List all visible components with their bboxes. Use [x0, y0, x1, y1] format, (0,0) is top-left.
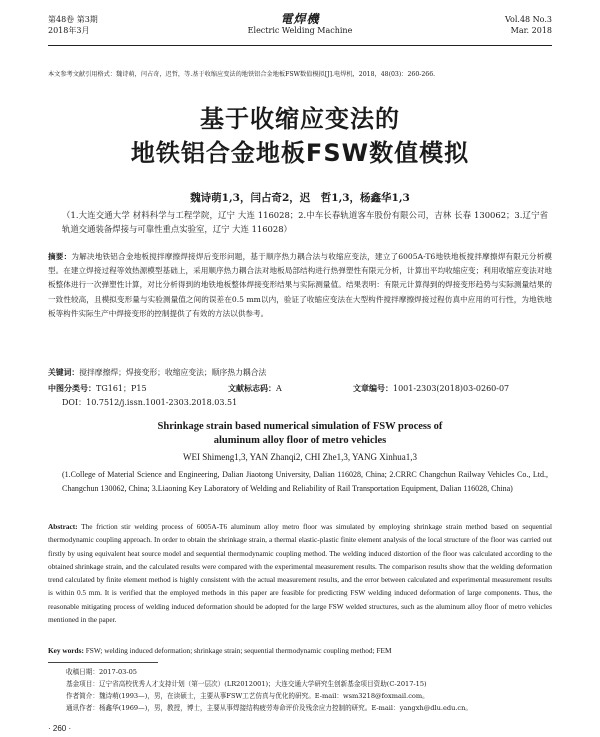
- running-header: [48, 14, 552, 44]
- corresponding-author: 通讯作者：杨鑫华(1969—)，男，教授，博士，主要从事焊接结构疲劳寿命评价及残余应力控制的研究。E-mail：yangxh@dlu.edu.cn。: [66, 704, 472, 712]
- citation-format: 本文参考文献引用格式：魏诗萌，闫占奇，迟哲，等.基于收缩应变法的地铁铝合金地板FSW数值模拟[J].电焊机，2018，48(03)：260-266.: [48, 71, 436, 78]
- affiliation-en: (1.College of Material Science and Engineering, Dalian Jiaotong University, Dalian 116028, China; 2.CRRC Changchun Railway Vehicles Co., Ltd., Changchun 130062, China; 3.Liaoning Key Laboratory of Welding and Reliability of Rail Transportation Equipment, Dalian 116028, China): [62, 470, 548, 493]
- doc-code-label: 文献标志码：: [228, 384, 276, 393]
- abstract-en-text: The friction stir welding process of 6005A-T6 aluminum alloy metro floor was simulated by employing shrinkage strain method based on sequential thermodynamic coupling approach. In order to obtain the shrinkage strain, a thermal elastic-plastic finite element analysis of the local structure of the floor was carried out firstly by using equivalent heat source model and sequential thermodynamic coupling method. The welding induced distortion of the floor was calculated according to the obtained shrinkage strain, and the calculated results were compared with the experimental measurement results. The comparison results show that the welding deformation trend calculated by finite element method is highly consistent with the actual measurement results, and the error between calculated and experimental measurement results is within 0.5 mm. It is verified that the employed methods in this paper are feasible for predicting FSW welding induced deformation of large components. Thus, the reasonable mitigating process of welding induced deformation should be adopted for the large FSW welded structures, such as the aluminum alloy floor of metro vehicles mentioned in the paper.: [48, 522, 552, 625]
- clc-value: TG161；P15: [96, 384, 147, 393]
- fund-info: 基金项目：辽宁省高校优秀人才支持计划（第一层次）(LR2012001)；大连交通大学研究生创新基金项目资助(C-2017-15): [66, 680, 427, 688]
- authors-cn: 魏诗萌1,3，闫占奇2，迟 哲1,3，杨鑫华1,3: [190, 192, 410, 204]
- footnotes: [66, 666, 552, 714]
- issue-info-en: [505, 14, 552, 36]
- authors-en: WEI Shimeng1,3, YAN Zhanqi2, CHI Zhe1,3, YANG Xinhua1,3: [182, 452, 418, 462]
- abstract-en: [48, 520, 552, 626]
- abstract-en-label: Abstract:: [48, 522, 78, 531]
- title-en: Shrinkage strain based numerical simulation of FSW process of aluminum alloy floor of metro vehicles: [157, 421, 443, 446]
- clc-field: [48, 382, 147, 396]
- abstract-cn: [48, 250, 552, 321]
- keywords-cn-label: 关键词：: [48, 368, 80, 377]
- journal-logo: 電焊機: [280, 12, 320, 26]
- title-cn-line1: 基于收缩应变法的: [200, 105, 400, 133]
- classification-row: [48, 382, 552, 396]
- journal-name-en: Electric Welding Machine: [247, 26, 353, 35]
- affiliation-cn: （1.大连交通大学 材料科学与工程学院，辽宁 大连 116028；2.中车长春轨道客车股份有限公司，吉林 长春 130062；3.辽宁省轨道交通装备焊接与可靠性重点实验室，辽宁 大连 116028）: [62, 210, 548, 234]
- doi[interactable]: DOI：10.7512/j.issn.1001-2303.2018.03.51: [62, 398, 238, 407]
- volume-issue-en: Vol.48 No.3: [505, 15, 552, 24]
- clc-label: 中图分类号：: [48, 384, 96, 393]
- date-cn: 2018年3月: [48, 26, 90, 35]
- volume-issue-cn: 第48卷 第3期: [48, 15, 98, 24]
- article-no-field: [353, 382, 509, 396]
- header-rule: [48, 45, 552, 46]
- title-cn: [0, 102, 600, 170]
- page-number: · 260 ·: [48, 724, 72, 733]
- keywords-cn-text: 搅拌摩擦焊；焊接变形；收缩应变法；顺序热力耦合法: [79, 368, 267, 377]
- keywords-en-text: FSW; welding induced deformation; shrinkage strain; sequential thermodynamic coupling method; FEM: [85, 646, 392, 655]
- keywords-en: [48, 645, 552, 657]
- journal-masthead: [48, 14, 552, 36]
- title-cn-line2: 地铁铝合金地板FSW数值模拟: [130, 139, 470, 167]
- article-no-label: 文章编号：: [353, 384, 393, 393]
- keywords-cn: [48, 366, 552, 380]
- keywords-en-label: Key words:: [48, 646, 84, 655]
- abstract-cn-text: 为解决地铁铝合金地板搅拌摩擦焊接焊后变形问题，基于顺序热力耦合法与收缩应变法，建立了6005A-T6地铁地板搅拌摩擦焊有限元分析模型。在建立焊接过程等效热源模型基础上，采用顺序热力耦合法对地板局部结构进行热弹塑性有限元分析，计算出平均收缩应变；利用收缩应变法对地板整体进行一次弹塑性计算，对比分析得到的地铁地板整体焊接变形结果与实际测量值。结果表明：有限元计算得到的焊接变形趋势与实际测量结果的一致性较高，且模拟变形量与实验测量值之间的误差在0.5 mm以内，验证了收缩应变法在大型构件搅拌摩擦焊接过程仿真中应用的可行性，为地铁地板等构件实际生产中焊接变形的控制提供了有效的方法以供参考。: [48, 252, 553, 318]
- author-bio: 作者简介：魏诗萌(1993—)，男，在读硕士，主要从事FSW工艺仿真与优化的研究。E-mail：wsm3218@foxmail.com。: [66, 692, 429, 700]
- doc-code-value: A: [276, 384, 282, 393]
- received-date: 收稿日期：2017-03-05: [66, 668, 137, 676]
- article-no-value: 1001-2303(2018)03-0260-07: [393, 384, 510, 393]
- footnote-rule: [48, 662, 158, 663]
- abstract-cn-label: 摘要：: [48, 252, 72, 261]
- doc-code-field: [228, 382, 282, 396]
- date-en: Mar. 2018: [510, 26, 552, 35]
